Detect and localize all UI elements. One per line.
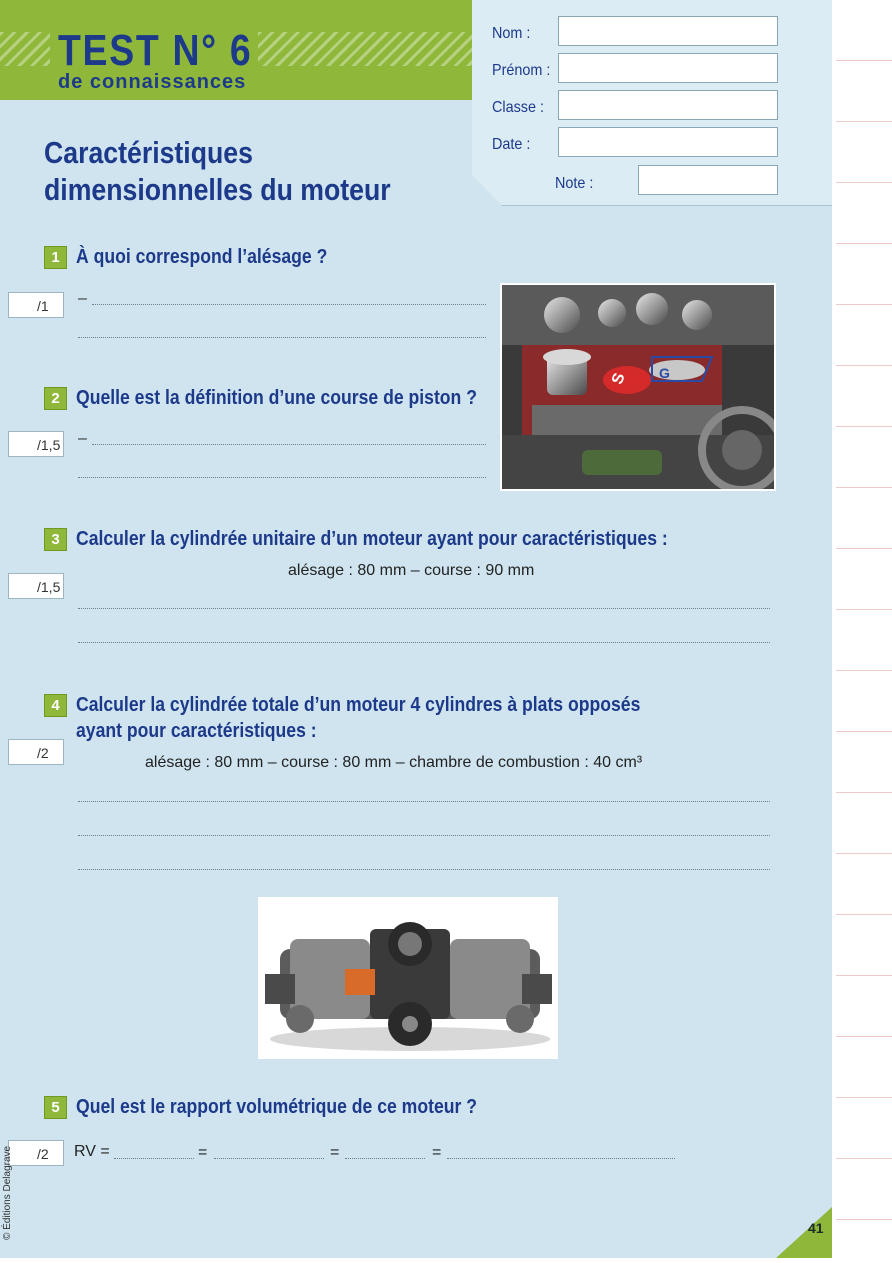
rv-answer-line[interactable] (114, 1158, 194, 1159)
date-label: Date : (492, 136, 531, 153)
question-3-given: alésage : 80 mm – course : 90 mm (288, 562, 535, 579)
answer-line[interactable] (78, 642, 770, 643)
notebook-margin (836, 0, 892, 1263)
date-field[interactable] (558, 127, 778, 157)
answer-line[interactable] (78, 801, 770, 802)
classe-label: Classe : (492, 99, 545, 116)
nom-field[interactable] (558, 16, 778, 46)
prenom-field[interactable] (558, 53, 778, 83)
rv-formula-label: RV = (74, 1143, 110, 1160)
question-5-number: 5 (44, 1096, 67, 1119)
publisher-credit: © Éditions Delagrave (2, 1145, 13, 1240)
rv-equals: = (330, 1144, 340, 1161)
piston-label-g: G (659, 365, 670, 381)
question-3-text: Calculer la cylindrée unitaire d’un moteur ayant pour caractéristiques : (76, 528, 668, 550)
question-2-text: Quelle est la définition d’une course de piston ? (76, 387, 477, 409)
note-field[interactable] (638, 165, 778, 195)
flat-four-engine-illustration (260, 899, 556, 1057)
engine-cutaway-photo (500, 283, 776, 491)
question-1-text: À quoi correspond l’alésage ? (76, 246, 328, 268)
answer-dash: – (78, 290, 87, 307)
prenom-label: Prénom : (492, 62, 551, 79)
question-3-number: 3 (44, 528, 67, 551)
rv-equals: = (432, 1144, 442, 1161)
question-1-score: /1 (8, 292, 64, 318)
rv-answer-line[interactable] (345, 1158, 425, 1159)
answer-line[interactable] (78, 477, 486, 478)
answer-line[interactable] (78, 337, 486, 338)
piston-label-s: S (609, 370, 629, 387)
title-banner (0, 0, 472, 100)
answer-line[interactable] (78, 608, 770, 609)
test-title: TEST N° 6 (58, 26, 253, 75)
answer-line[interactable] (92, 304, 486, 305)
question-4-number: 4 (44, 694, 67, 717)
page-title-line1: Caractéristiques (44, 135, 253, 170)
engine-cutaway-illustration (502, 285, 774, 489)
question-2-number: 2 (44, 387, 67, 410)
answer-line[interactable] (78, 869, 770, 870)
question-4-text-line1: Calculer la cylindrée totale d’un moteur 4 cylindres à plats opposés (76, 694, 641, 716)
test-subtitle: de connaissances (58, 71, 247, 93)
page-title (44, 134, 391, 208)
question-5-text: Quel est le rapport volumétrique de ce moteur ? (76, 1096, 477, 1118)
rv-answer-line[interactable] (447, 1158, 675, 1159)
answer-line[interactable] (78, 835, 770, 836)
flat-four-engine-photo (258, 897, 558, 1059)
rv-equals: = (198, 1144, 208, 1161)
banner-stripes (258, 32, 472, 66)
page-title-line2: dimensionnelles du moteur (44, 172, 391, 207)
question-4-score: /2 (8, 739, 64, 765)
nom-label: Nom : (492, 25, 531, 42)
answer-dash: – (78, 430, 87, 447)
question-4-text-line2: ayant pour caractéristiques : (76, 720, 317, 742)
note-label: Note : (555, 175, 594, 192)
question-3-score: /1,5 (8, 573, 64, 599)
question-5-score: /2 (8, 1140, 64, 1166)
question-2-score: /1,5 (8, 431, 64, 457)
question-4-given: alésage : 80 mm – course : 80 mm – chambre de combustion : 40 cm³ (145, 754, 643, 771)
page-number: 41 (808, 1220, 824, 1236)
rv-answer-line[interactable] (214, 1158, 324, 1159)
classe-field[interactable] (558, 90, 778, 120)
banner-stripes (0, 32, 50, 66)
question-1-number: 1 (44, 246, 67, 269)
answer-line[interactable] (92, 444, 486, 445)
